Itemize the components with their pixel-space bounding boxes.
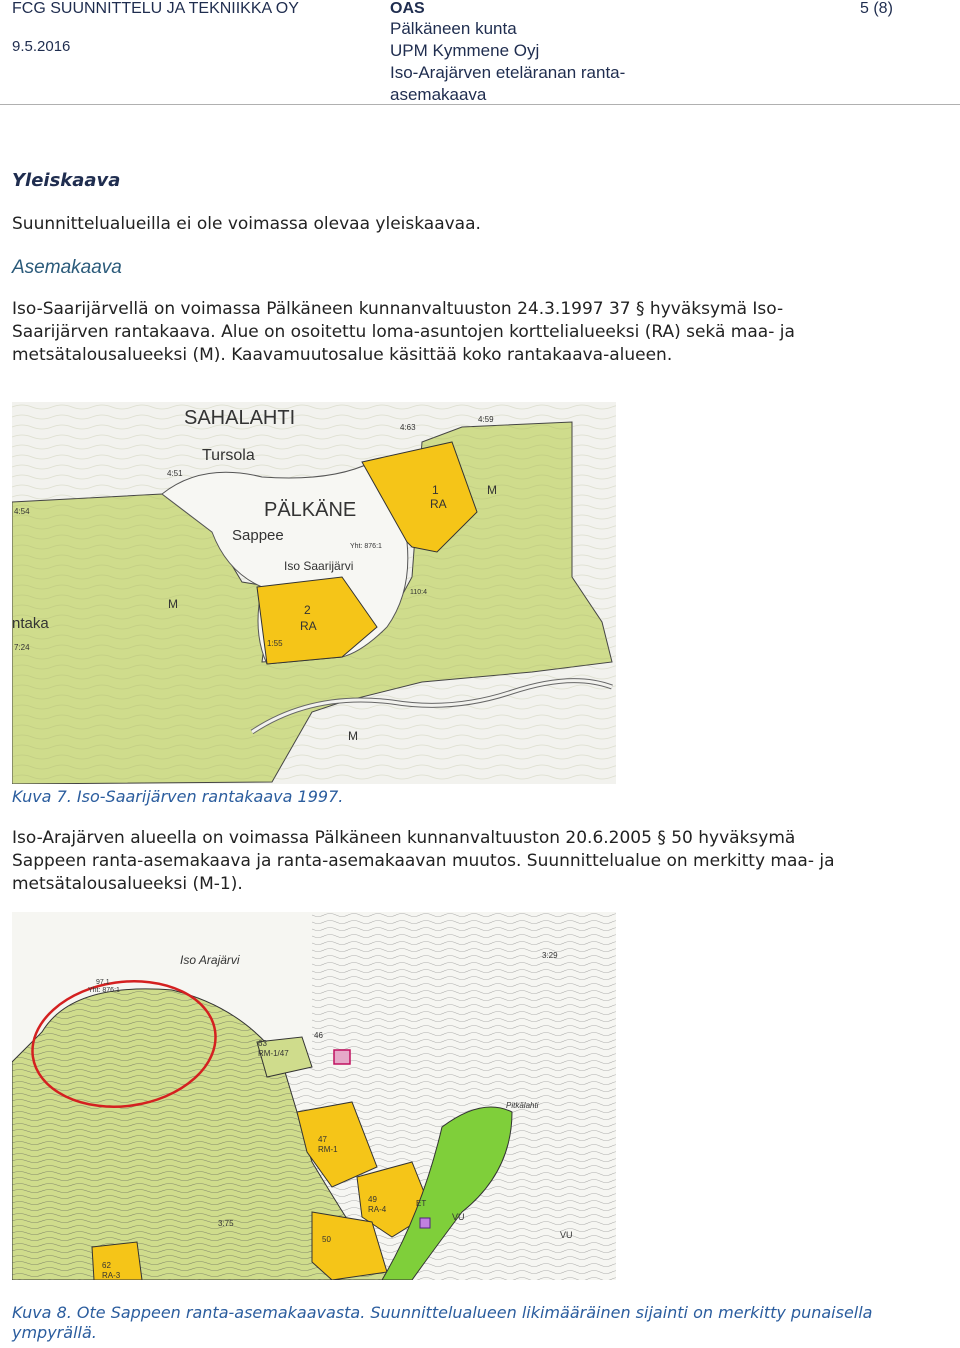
label-block-47: 47 — [318, 1135, 327, 1144]
label-rm-1: RM-1 — [318, 1145, 338, 1154]
paragraph-line: metsätalousalueeksi (M-1). — [12, 874, 243, 894]
label-ra-1: RA — [430, 497, 447, 511]
label-block-49: 49 — [368, 1195, 377, 1204]
paragraph-line: Saarijärven rantakaava. Alue on osoitettu loma-asuntojen korttelialueeksi (RA) sekä maa- ja — [12, 322, 795, 342]
figure-caption-8 — [12, 1303, 952, 1343]
section-heading-asemakaava: Asemakaava — [12, 257, 122, 278]
label-m-3: M — [348, 729, 358, 743]
label-tursola: Tursola — [202, 447, 255, 464]
label-lake: Iso Arajärvi — [180, 953, 240, 967]
paragraph-line: Iso-Saarijärvellä on voimassa Pälkäneen kunnanvaltuuston 24.3.1997 37 § hyväksymä Iso- — [12, 299, 784, 319]
label-coord-7: 110:4 — [410, 589, 427, 596]
label-coord-4: 4:54 — [14, 507, 30, 516]
client-name-1: Pälkäneen kunta — [390, 19, 517, 38]
label-coord-5: 1:55 — [267, 639, 283, 648]
label-block-1: 1 — [432, 483, 439, 497]
document-date: 9.5.2016 — [12, 38, 71, 55]
label-block-63: 63 — [258, 1039, 267, 1048]
company-name: FCG SUUNNITTELU JA TEKNIIKKA OY — [12, 0, 299, 17]
label-yht: Yht: 876:1 — [88, 987, 120, 994]
caption-line: ympyrällä. — [12, 1323, 97, 1342]
label-ra-2: RA — [300, 619, 317, 633]
figure-caption-7: Kuva 7. Iso-Saarijärven rantakaava 1997. — [12, 787, 344, 806]
label-block-46: 46 — [314, 1031, 323, 1040]
map-sappee-ranta-asemakaava — [12, 912, 616, 1280]
label-m-2: M — [168, 597, 178, 611]
page-number: 5 (8) — [860, 0, 893, 17]
label-side: ntaka — [12, 615, 49, 632]
label-block-62: 62 — [102, 1261, 111, 1270]
client-name-2: UPM Kymmene Oyj — [390, 41, 540, 60]
caption-line: Kuva 8. Ote Sappeen ranta-asemakaavasta. Suunnittelualueen likimääräinen sijainti on merkitty punaisella — [12, 1303, 873, 1322]
document-type: OAS — [390, 0, 425, 17]
header-divider — [0, 104, 960, 105]
label-coord-3: 4:51 — [167, 469, 183, 478]
label-block-2: 2 — [304, 603, 311, 617]
paragraph-line: Sappeen ranta-asemakaava ja ranta-asemakaavan muutos. Suunnittelualue on merkitty maa- ja — [12, 851, 835, 871]
label-coord-2: 4:59 — [478, 415, 494, 424]
label-block-50: 50 — [322, 1235, 331, 1244]
label-coord-1: 3:29 — [542, 951, 558, 960]
label-coord-3: 97.1 — [96, 979, 110, 986]
paragraph-line: Iso-Arajärven alueella on voimassa Pälkäneen kunnanvaltuuston 20.6.2005 § 50 hyväksymä — [12, 828, 796, 848]
section-heading-yleiskaava: Yleiskaava — [12, 170, 121, 191]
label-coord-1: 4:63 — [400, 423, 416, 432]
label-sahalahti: SAHALAHTI — [184, 407, 296, 429]
label-lake: Iso Saarijärvi — [284, 559, 354, 573]
arajarvi-paragraph — [12, 827, 952, 896]
label-ra-3: RA-3 — [102, 1271, 121, 1280]
paragraph-line: metsätalousalueeksi (M). Kaavamuutosalue käsittää koko rantakaava-alueen. — [12, 345, 673, 365]
plan-name-line-1: Iso-Arajärven eteläranan ranta- — [390, 63, 626, 82]
label-palkane: PÄLKÄNE — [264, 499, 357, 521]
label-rm: RM-1/47 — [258, 1049, 289, 1058]
label-coord-6: 7:24 — [14, 643, 30, 652]
label-ra-4: RA-4 — [368, 1205, 387, 1214]
yleiskaava-text: Suunnittelualueilla ei ole voimassa olevaa yleiskaavaa. — [12, 214, 481, 234]
label-sappee: Sappee — [232, 527, 284, 544]
map-iso-saarijarvi-rantakaava — [12, 402, 616, 784]
label-vu-2: VU — [560, 1230, 573, 1240]
label-et: ET — [416, 1199, 427, 1208]
label-vu-1: VU — [452, 1212, 465, 1222]
asemakaava-paragraph — [12, 298, 952, 367]
label-m-1: M — [487, 483, 497, 497]
label-coord-2: 3:75 — [218, 1219, 234, 1228]
label-pitkalahti: Pitkälahti — [506, 1101, 539, 1110]
plan-name-line-2: asemakaava — [390, 85, 487, 104]
label-yht: Yht: 876:1 — [350, 543, 382, 550]
